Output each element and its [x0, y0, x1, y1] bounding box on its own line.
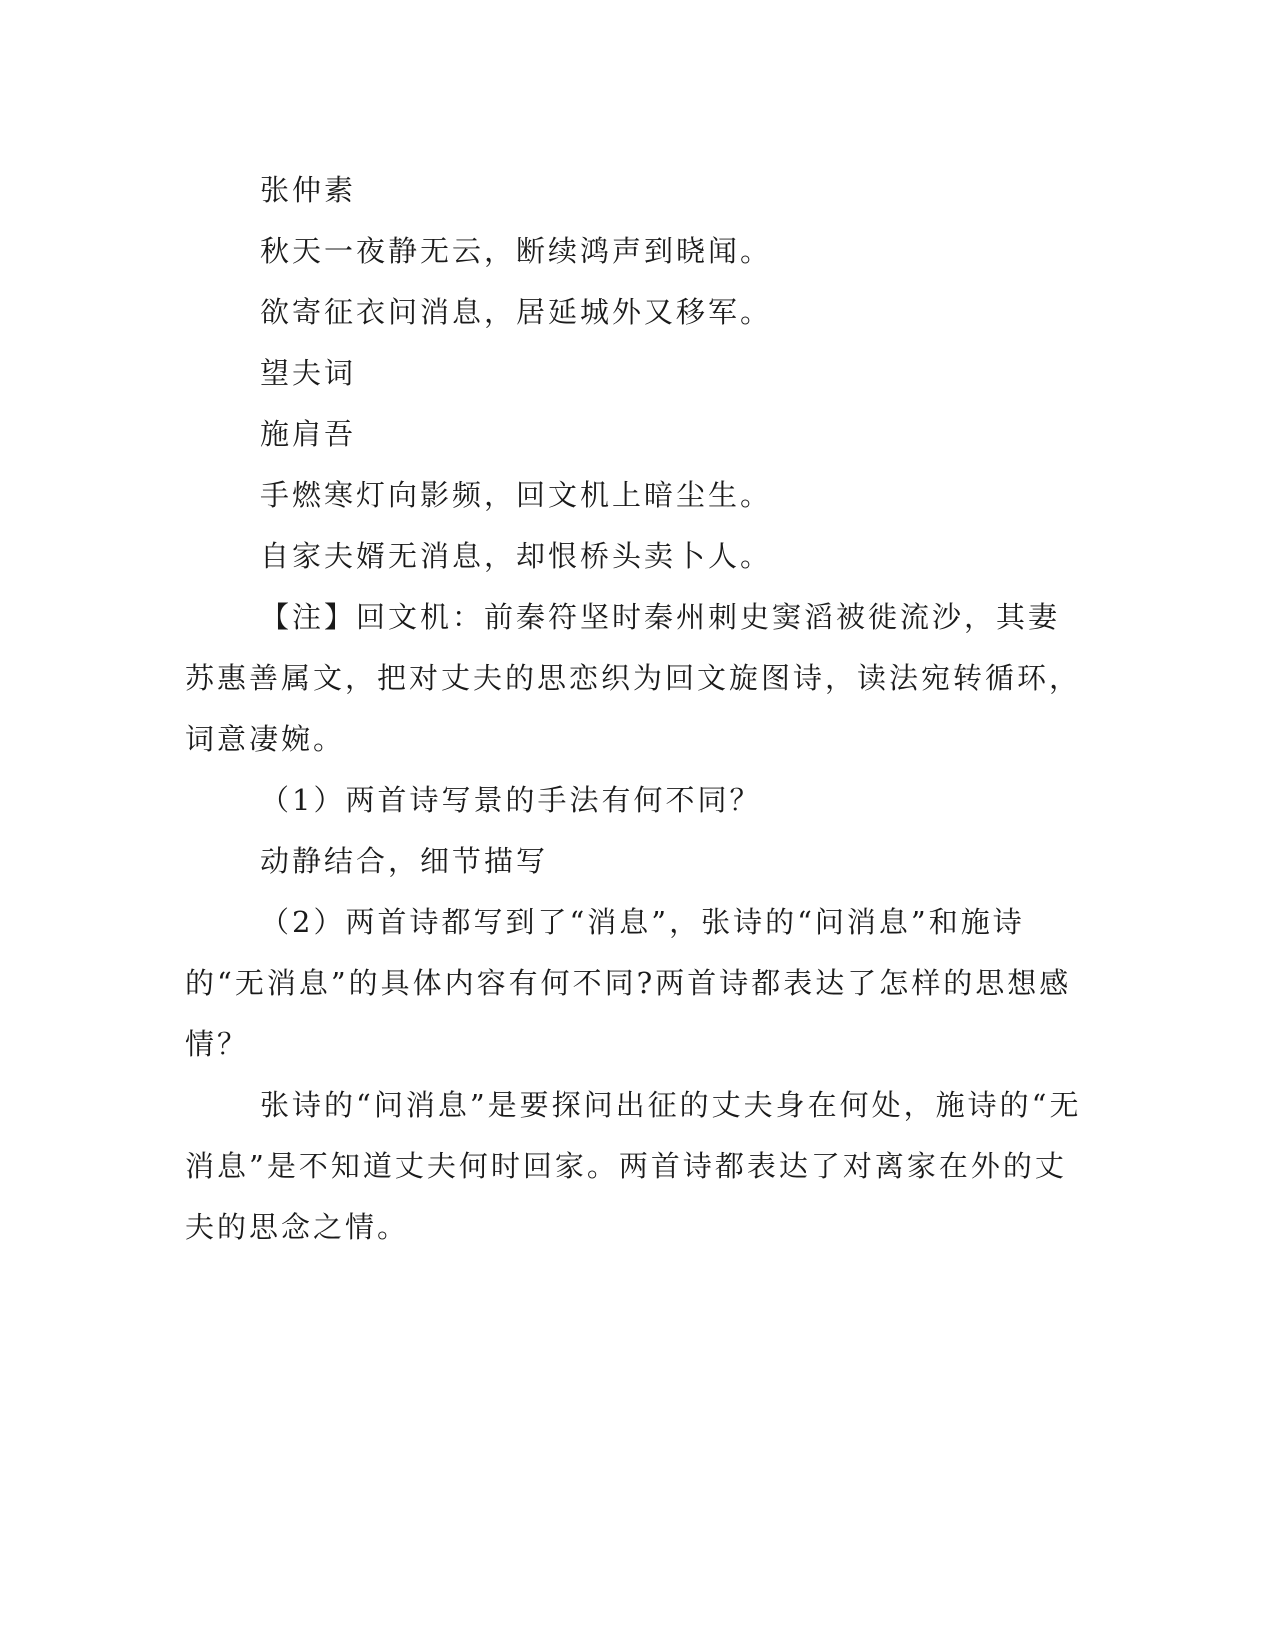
- poem1-author: 张仲素: [260, 173, 357, 207]
- question-2: （2）两首诗都写到了“消息”，张诗的“问消息”和施诗的“无消息”的具体内容有何不同?两首诗都表达了怎样的思想感情？: [185, 905, 1072, 1061]
- poem2-line-2: 自家夫婿无消息，却恨桥头卖卜人。: [260, 539, 773, 573]
- answer-1: 动静结合，细节描写: [260, 844, 549, 878]
- annotation-note: 【注】回文机：前秦符坚时秦州刺史窦滔被徙流沙，其妻苏惠善属文，把对丈夫的思恋织为回文旋图诗，读法宛转循环，词意凄婉。: [185, 600, 1082, 756]
- poem1-line-1: 秋天一夜静无云，断续鸿声到晓闻。: [260, 234, 773, 268]
- answer-2: 张诗的“问消息”是要探问出征的丈夫身在何处，施诗的“无消息”是不知道丈夫何时回家。两首诗都表达了对离家在外的丈夫的思念之情。: [185, 1088, 1082, 1244]
- poem2-title: 望夫词: [260, 356, 357, 390]
- question-1: （1）两首诗写景的手法有何不同？: [260, 783, 762, 817]
- poem2-line-1: 手燃寒灯向影频，回文机上暗尘生。: [260, 478, 773, 512]
- poem1-line-2: 欲寄征衣问消息，居延城外又移军。: [260, 295, 773, 329]
- document-body: [185, 160, 1085, 1258]
- poem2-author: 施肩吾: [260, 417, 357, 451]
